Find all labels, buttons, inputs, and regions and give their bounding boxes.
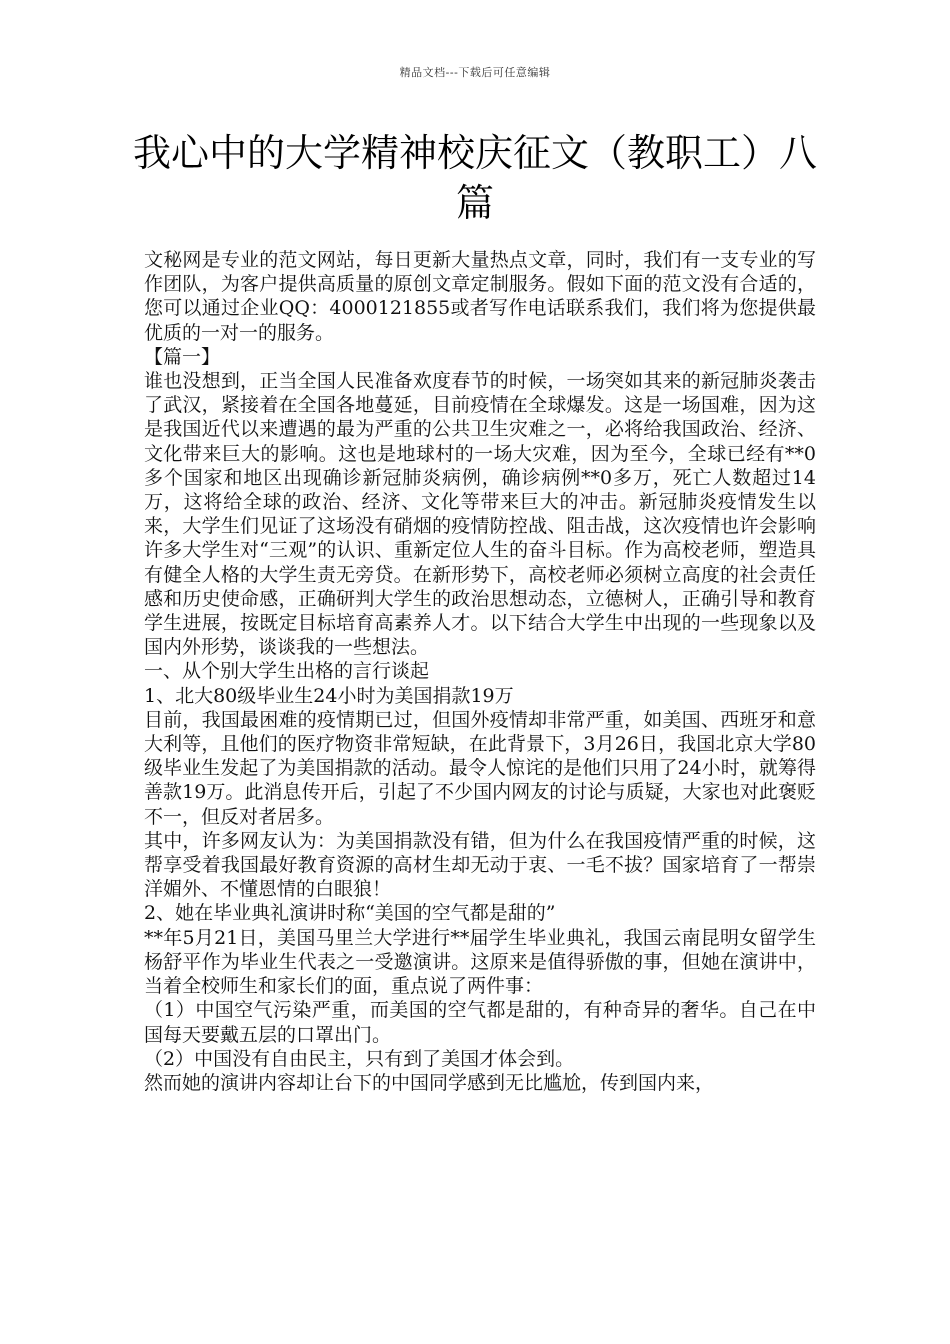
subsection-heading: 1、北大80级毕业生24小时为美国捐款19万 (144, 684, 514, 707)
body-paragraph: 其中，许多网友认为：为美国捐款没有错，但为什么在我国疫情严重的时候，这帮享受着我国最好教育资源的高材生却无动于衷、一毛不拔？国家培育了一帮崇洋媚外、不懂恩情的白眼狼！ (144, 829, 816, 901)
subsection-heading: 2、她在毕业典礼演讲时称“美国的空气都是甜的” (144, 902, 556, 925)
body-paragraph: 然而她的演讲内容却让台下的中国同学感到无比尴尬，传到国内来， (144, 1071, 715, 1094)
section-heading: 一、从个别大学生出格的言行谈起 (144, 660, 430, 683)
body-paragraph: 谁也没想到，正当全国人民准备欢度春节的时候，一场突如其来的新冠肺炎袭击了武汉，紧接着在全国各地蔓延，目前疫情在全球爆发。这是一场国难，因为这是我国近代以来遭遇的最为严重的公共卫生灾难之一，必将给我国政治、经济、文化带来巨大的影响。这也是地球村的一场大灾难，因为至今，全球已经有**0多个国家和地区出现确诊新冠肺炎病例，确诊病例**0多万，死亡人数超过14万，这将给全球的政治、经济、文化等带来巨大的冲击。新冠肺炎疫情发生以来，大学生们见证了这场没有硝烟的疫情防控战、阻击战，这次疫情也许会影响许多大学生对“三观”的认识、重新定位人生的奋斗目标。作为高校老师，塑造具有健全人格的大学生责无旁贷。在新形势下，高校老师必须树立高度的社会责任感和历史使命感，正确研判大学生的政治思想动态，立德树人，正确引导和教育学生进展，按既定目标培育高素养人才。以下结合大学生中出现的一些现象以及国内外形势，谈谈我的一些想法。 (144, 370, 816, 659)
intro-paragraph: 文秘网是专业的范文网站，每日更新大量热点文章，同时，我们有一支专业的写作团队，为客户提供高质量的原创文章定制服务。假如下面的范文没有合适的，您可以通过企业QQ：4000121855或者写作电话联系我们，我们将为您提供最优质的一对一的服务。 (144, 249, 816, 344)
list-item: （2）中国没有自由民主，只有到了美国才体会到。 (144, 1047, 575, 1070)
page-header-watermark: 精品文档---下载后可任意编辑 (399, 66, 551, 79)
section-label-part-one: 【篇一】 (144, 345, 221, 368)
list-item: （1）中国空气污染严重，而美国的空气都是甜的，有种奇异的奢华。自己在中国每天要戴五层的口罩出门。 (144, 999, 816, 1046)
body-paragraph: 目前，我国最困难的疫情期已过，但国外疫情却非常严重，如美国、西班牙和意大利等，且他们的医疗物资非常短缺，在此背景下，3月26日，我国北京大学80级毕业生发起了为美国捐款的活动。最令人惊诧的是他们只用了24小时，就筹得善款19万。此消息传开后，引起了不少国内网友的讨论与质疑，大家也对此褒贬不一，但反对者居多。 (144, 708, 816, 828)
document-body (144, 248, 816, 1095)
document-title: 我心中的大学精神校庆征文（教职工）八篇 (132, 131, 817, 225)
body-paragraph: **年5月21日，美国马里兰大学进行**届学生毕业典礼，我国云南昆明女留学生杨舒平作为毕业生代表之一受邀演讲。这原来是值得骄傲的事，但她在演讲中，当着全校师生和家长们的面，重点说了两件事： (144, 926, 816, 998)
